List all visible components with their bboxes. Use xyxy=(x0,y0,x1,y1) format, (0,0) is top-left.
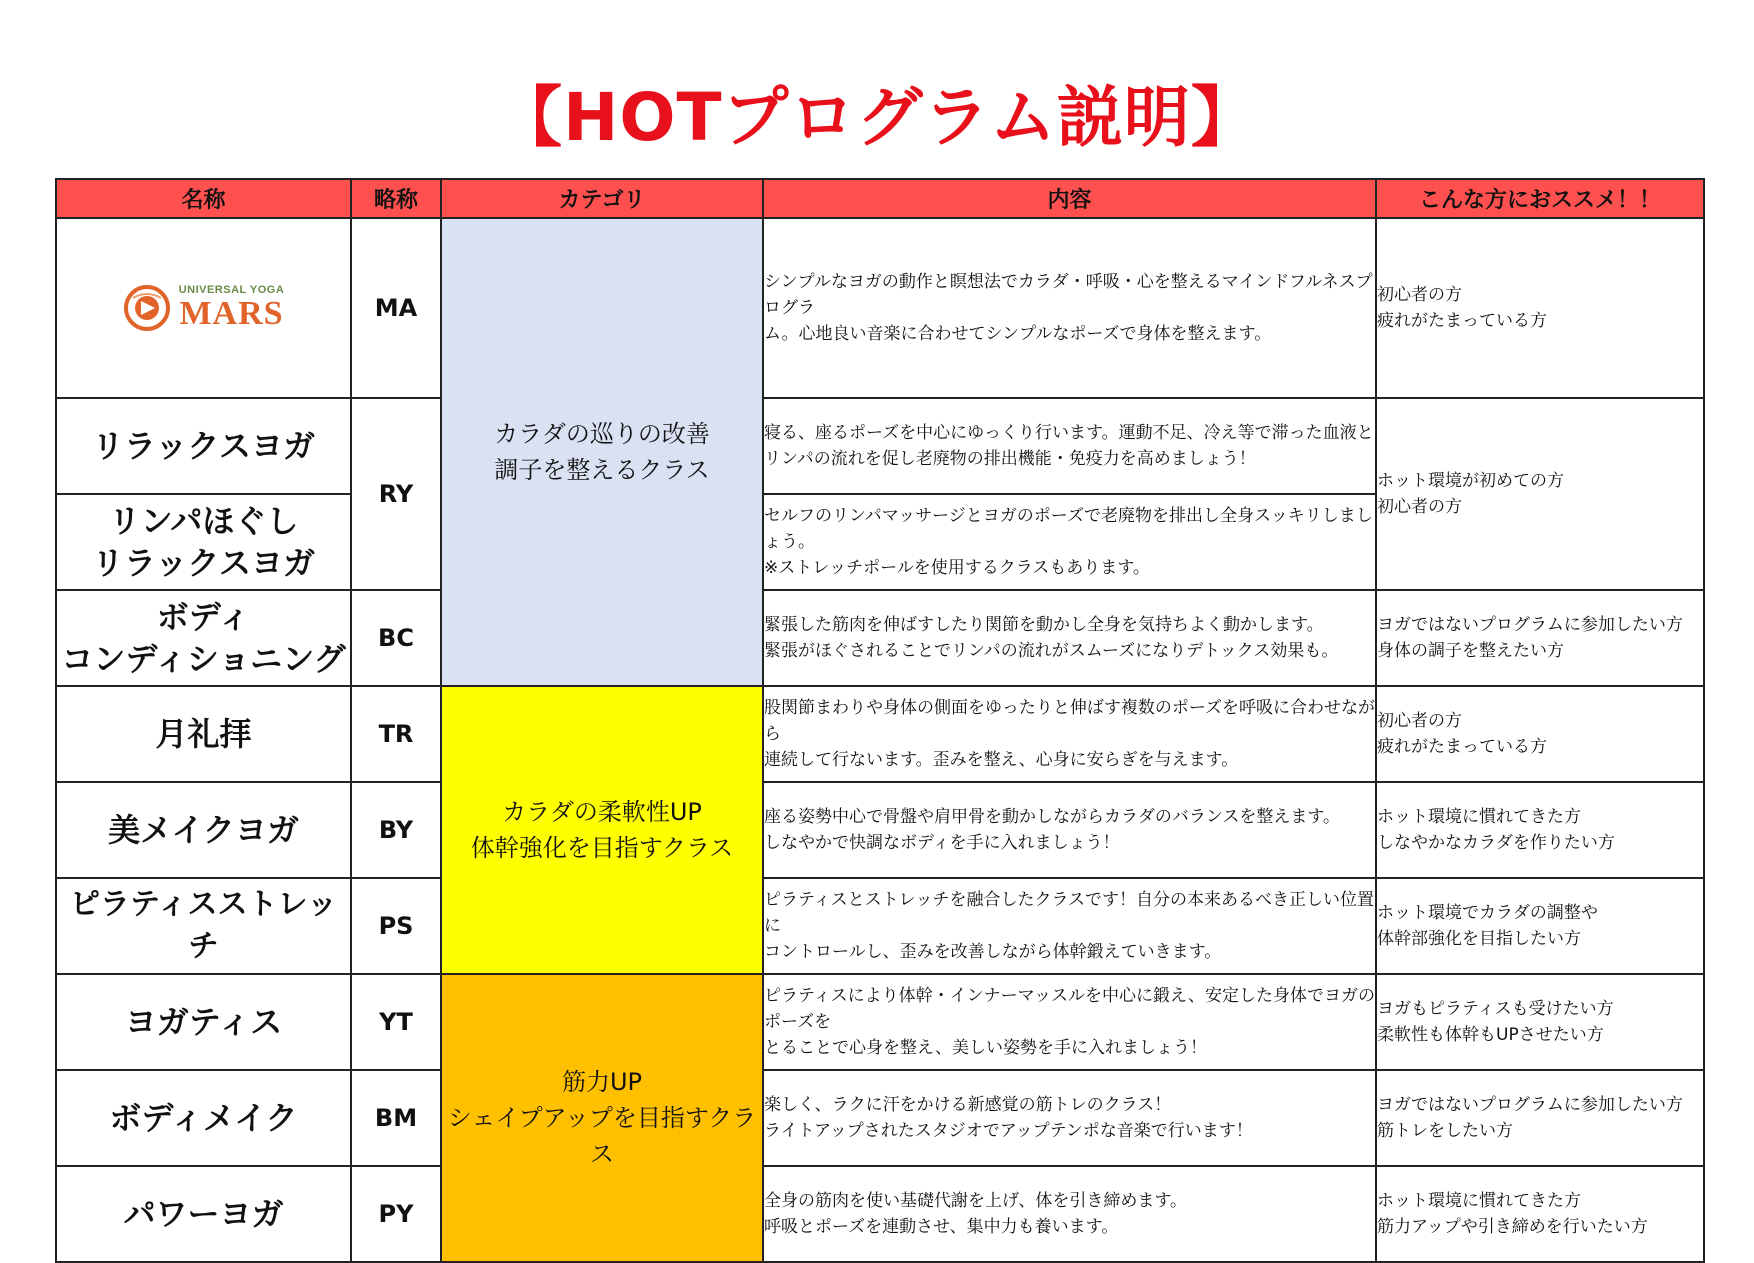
program-abbr: BC xyxy=(351,590,441,686)
program-abbr: PY xyxy=(351,1166,441,1262)
header-category: カテゴリ xyxy=(441,179,763,218)
program-target: ヨガではないプログラムに参加したい方 筋トレをしたい方 xyxy=(1376,1070,1704,1166)
program-target: ヨガもピラティスも受けたい方 柔軟性も体幹もUPさせたい方 xyxy=(1376,974,1704,1070)
table-row xyxy=(56,218,1704,398)
program-target: ヨガではないプログラムに参加したい方 身体の調子を整えたい方 xyxy=(1376,590,1704,686)
program-target: 初心者の方 疲れがたまっている方 xyxy=(1376,218,1704,398)
program-abbr: BY xyxy=(351,782,441,878)
header-abbr: 略称 xyxy=(351,179,441,218)
table-row xyxy=(56,878,1704,974)
program-target: ホット環境でカラダの調整や 体幹部強化を目指したい方 xyxy=(1376,878,1704,974)
program-description: 寝る、座るポーズを中心にゆっくり行います。運動不足、冷え等で滞った血液と リンパの流れを促し老廃物の排出機能・免疫力を高めましょう！ xyxy=(763,398,1376,494)
logo-subtitle: UNIVERSAL YOGA xyxy=(178,284,285,296)
program-abbr: TR xyxy=(351,686,441,782)
program-description: 楽しく、ラクに汗をかける新感覚の筋トレのクラス！ ライトアップされたスタジオでアップテンポな音楽で行います！ xyxy=(763,1070,1376,1166)
program-abbr: PS xyxy=(351,878,441,974)
program-description: 全身の筋肉を使い基礎代謝を上げ、体を引き締めます。 呼吸とポーズを連動させ、集中力も養います。 xyxy=(763,1166,1376,1262)
program-description: ピラティスとストレッチを融合したクラスです！自分の本来あるべき正しい位置に コントロールし、歪みを改善しながら体幹鍛えていきます。 xyxy=(763,878,1376,974)
category-label: 筋力UP シェイプアップを目指すクラス xyxy=(447,1068,757,1168)
program-abbr: YT xyxy=(351,974,441,1070)
table-row xyxy=(56,1070,1704,1166)
table-row xyxy=(56,782,1704,878)
program-target: ホット環境に慣れてきた方 筋力アップや引き締めを行いたい方 xyxy=(1376,1166,1704,1262)
header-name: 名称 xyxy=(56,179,351,218)
program-target: ホット環境が初めての方 初心者の方 xyxy=(1376,398,1704,590)
program-description: シンプルなヨガの動作と瞑想法でカラダ・呼吸・心を整えるマインドフルネスプログラ ム。心地良い音楽に合わせてシンプルなポーズで身体を整えます。 xyxy=(763,218,1376,398)
table-row xyxy=(56,398,1704,494)
table-row xyxy=(56,686,1704,782)
program-name: ボディメイク xyxy=(56,1070,351,1166)
program-description: セルフのリンパマッサージとヨガのポーズで老廃物を排出し全身スッキリしましょう。 ※ストレッチポールを使用するクラスもあります。 xyxy=(763,494,1376,590)
program-name: ピラティスストレッチ xyxy=(56,878,351,974)
program-description: 座る姿勢中心で骨盤や肩甲骨を動かしながらカラダのバランスを整えます。 しなやかで快調なボディを手に入れましょう！ xyxy=(763,782,1376,878)
program-abbr: RY xyxy=(351,398,441,590)
program-name: リラックスヨガ xyxy=(56,398,351,494)
program-name: パワーヨガ xyxy=(56,1166,351,1262)
program-table xyxy=(55,178,1705,1263)
table-row xyxy=(56,590,1704,686)
category-flexibility xyxy=(441,686,763,974)
program-name: リンパほぐし リラックスヨガ xyxy=(56,494,351,590)
page-title: 【HOTプログラム説明】 xyxy=(496,79,1258,156)
program-description: 緊張した筋肉を伸ばすしたり関節を動かし全身を気持ちよく動かします。 緊張がほぐされることでリンパの流れがスムーズになりデトックス効果も。 xyxy=(763,590,1376,686)
logo-wordmark: MARS xyxy=(179,295,284,332)
program-name: ヨガティス xyxy=(56,974,351,1070)
program-abbr: BM xyxy=(351,1070,441,1166)
header-content: 内容 xyxy=(763,179,1376,218)
program-logo-cell xyxy=(56,218,351,398)
category-label: カラダの柔軟性UP 体幹強化を目指すクラス xyxy=(470,798,734,862)
program-description: 股関節まわりや身体の側面をゆったりと伸ばす複数のポーズを呼吸に合わせながら 連続して行ないます。歪みを整え、心身に安らぎを与えます。 xyxy=(763,686,1376,782)
program-name: ボディ コンディショニング xyxy=(56,590,351,686)
category-strength xyxy=(441,974,763,1262)
program-abbr: MA xyxy=(351,218,441,398)
program-description: ピラティスにより体幹・インナーマッスルを中心に鍛え、安定した身体でヨガのポーズを とることで心身を整え、美しい姿勢を手に入れましょう！ xyxy=(763,974,1376,1070)
category-label: カラダの巡りの改善 調子を整えるクラス xyxy=(494,420,710,484)
program-target: 初心者の方 疲れがたまっている方 xyxy=(1376,686,1704,782)
mars-logo-icon xyxy=(123,284,171,332)
header-recommend: こんな方におススメ！！ xyxy=(1376,179,1704,218)
mars-logo xyxy=(57,261,350,355)
table-row xyxy=(56,974,1704,1070)
category-circulation xyxy=(441,218,763,686)
program-name: 美メイクヨガ xyxy=(56,782,351,878)
table-row xyxy=(56,1166,1704,1262)
header-row xyxy=(56,179,1704,218)
program-name: 月礼拝 xyxy=(56,686,351,782)
program-target: ホット環境に慣れてきた方 しなやかなカラダを作りたい方 xyxy=(1376,782,1704,878)
